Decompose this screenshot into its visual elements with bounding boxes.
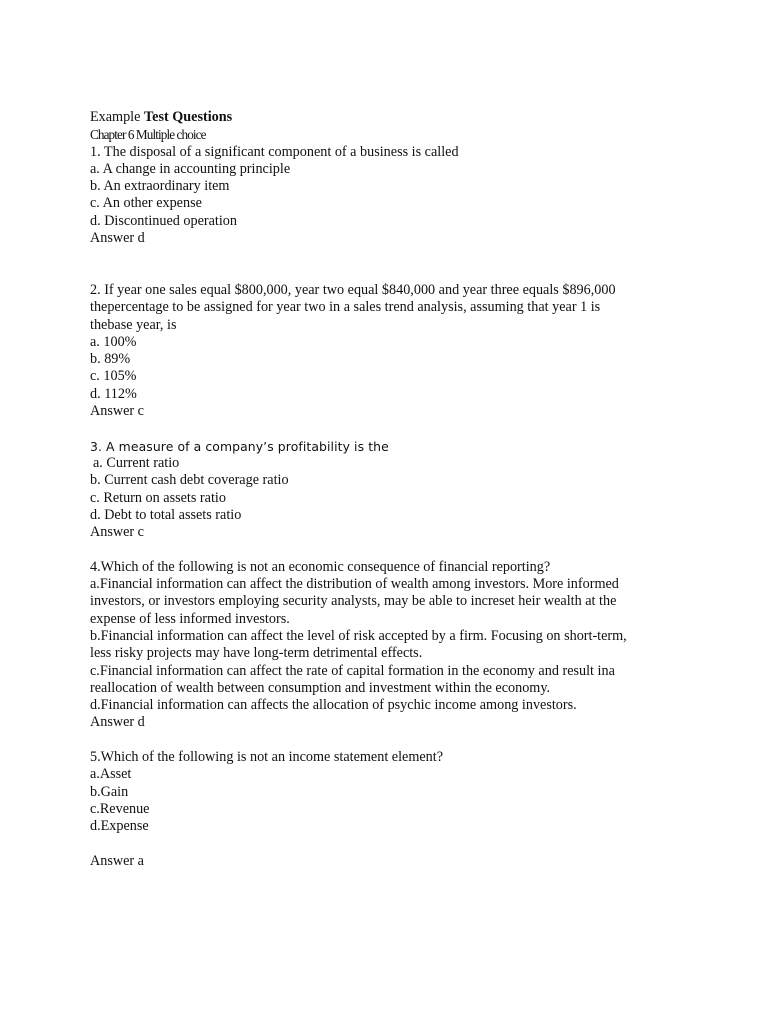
option-line: b.Financial information can affect the level of risk accepted by a firm. Focusing on short-term,	[90, 627, 627, 644]
question-1	[90, 144, 690, 248]
option-a: a.Asset	[90, 766, 132, 783]
document-title	[90, 109, 690, 126]
option-line: investors, or investors employing security analysts, may be able to increset heir wealth at the	[90, 593, 617, 610]
answer: Answer d	[90, 230, 145, 247]
title-prefix: Example	[90, 109, 141, 125]
question-2	[90, 282, 690, 420]
option-line: d.Financial information can affects the allocation of psychic income among investors.	[90, 697, 577, 714]
option-a: a. A change in accounting principle	[90, 160, 291, 177]
answer: Answer c	[90, 403, 144, 420]
question-stem-line: thebase year, is	[90, 316, 177, 333]
option-b: b. Current cash debt coverage ratio	[90, 472, 289, 489]
option-line: less risky projects may have long-term detrimental effects.	[90, 645, 423, 662]
question-stem: 4.Which of the following is not an economic consequence of financial reporting?	[90, 558, 551, 575]
question-stem-line: thepercentage to be assigned for year two in a sales trend analysis, assuming that year 1 is	[90, 299, 601, 316]
option-line: c.Financial information can affect the rate of capital formation in the economy and result ina	[90, 662, 615, 679]
option-c: c.Revenue	[90, 800, 150, 817]
option-c: c. Return on assets ratio	[90, 489, 226, 506]
option-line: reallocation of wealth between consumption and investment within the economy.	[90, 679, 551, 696]
option-a: a. Current ratio	[93, 454, 180, 471]
question-stem: 3. A measure of a company’s profitability is the	[90, 438, 389, 454]
answer: Answer d	[90, 714, 145, 731]
answer: Answer a	[90, 852, 144, 869]
answer: Answer c	[90, 524, 144, 541]
option-d: d.Expense	[90, 818, 149, 835]
question-4	[90, 559, 690, 732]
option-b: b. An extraordinary item	[90, 178, 230, 195]
title-bold: Test Questions	[143, 109, 233, 125]
option-a: a. 100%	[90, 333, 137, 350]
option-line: expense of less informed investors.	[90, 610, 290, 627]
option-line: a.Financial information can affect the distribution of wealth among investors. More informed	[90, 576, 619, 593]
option-b: b. 89%	[90, 351, 131, 368]
chapter-subtitle: Chapter 6 Multiple choice	[90, 127, 206, 143]
option-d: d. Debt to total assets ratio	[90, 506, 242, 523]
question-stem-line: 2. If year one sales equal $800,000, year two equal $840,000 and year three equals $896,000	[90, 281, 616, 298]
option-d: d. 112%	[90, 385, 137, 402]
question-stem: 5.Which of the following is not an income statement element?	[90, 748, 444, 765]
option-b: b.Gain	[90, 783, 129, 800]
document-content	[90, 109, 690, 870]
question-3	[90, 438, 690, 542]
option-c: c. An other expense	[90, 195, 202, 212]
option-d: d. Discontinued operation	[90, 212, 237, 229]
question-stem: 1. The disposal of a significant component of a business is called	[90, 143, 459, 160]
option-c: c. 105%	[90, 368, 137, 385]
question-5	[90, 749, 690, 870]
